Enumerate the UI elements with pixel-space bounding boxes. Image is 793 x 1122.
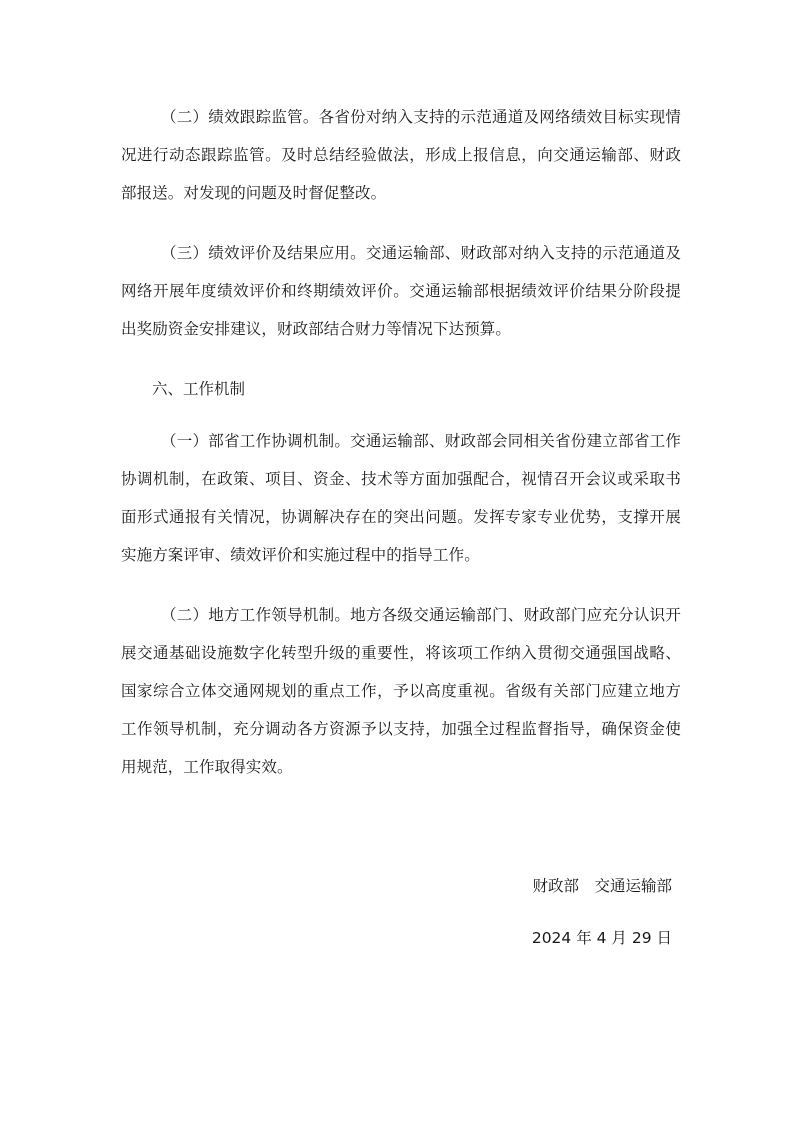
section-heading: 六、工作机制 [152,380,246,398]
document-date: 2024 年 4 月 29 日 [531,929,672,947]
paragraph-performance-evaluation: （三）绩效评价及结果应用。交通运输部、财政部对纳入支持的示范通道及网络开展年度绩效评价和终期绩效评价。交通运输部根据绩效评价结果分阶段提出奖励资金安排建议，财政部结合财力等情况下达预算。 [121,244,681,338]
paragraph-leadership-mechanism: （二）地方工作领导机制。地方各级交通运输部门、财政部门应充分认识开展交通基础设施数字化转型升级的重要性，将该项工作纳入贯彻交通强国战略、国家综合立体交通网规划的重点工作，予以高度重视。省级有关部门应建立地方工作领导机制，充分调动各方资源予以支持，加强全过程监督指导，确保资金使用规范，工作取得实效。 [121,606,681,776]
paragraph-coordination-mechanism: （一）部省工作协调机制。交通运输部、财政部会同相关省份建立部省工作协调机制，在政策、项目、资金、技术等方面加强配合，视情召开会议或采取书面形式通报有关情况，协调解决存在的突出问题。发挥专家专业优势，支撑开展实施方案评审、绩效评价和实施过程中的指导工作。 [121,432,681,564]
paragraph-performance-monitoring: （二）绩效跟踪监管。各省份对纳入支持的示范通道及网络绩效目标实现情况进行动态跟踪监管。及时总结经验做法，形成上报信息，向交通运输部、财政部报送。对发现的问题及时督促整改。 [121,108,681,202]
signatory: 财政部 交通运输部 [532,877,672,895]
